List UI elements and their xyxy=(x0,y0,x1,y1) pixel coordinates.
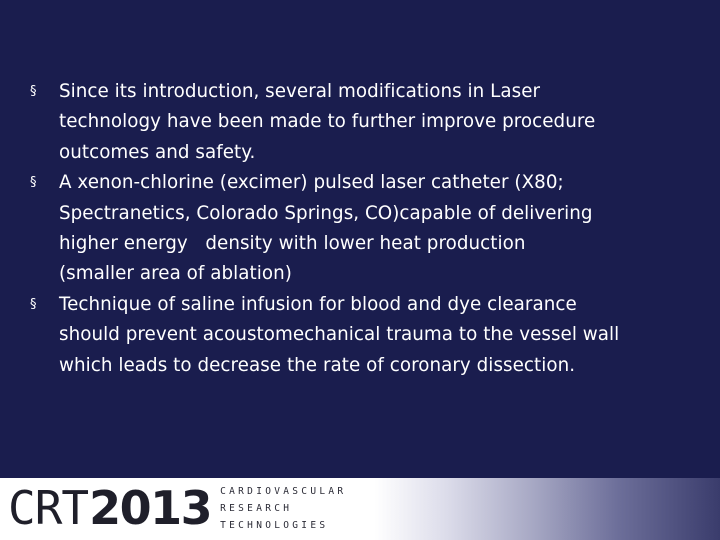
bullet-line: which leads to decrease the rate of coronary dissection. xyxy=(59,354,576,376)
bullet-line: technology have been made to further improve procedure xyxy=(59,111,596,133)
logo-tagline-line: CARDIOVASCULAR xyxy=(220,485,347,497)
bullet-marker-icon: § xyxy=(30,84,37,99)
bullet-line: (smaller area of ablation) xyxy=(59,263,292,285)
bullet-line: should prevent acoustomechanical trauma to the vessel wall xyxy=(59,324,620,346)
bullet-line: Spectranetics, Colorado Springs, CO)capable of delivering xyxy=(59,202,593,224)
logo-year-text: 2013 xyxy=(89,481,212,535)
logo-tagline-line: TECHNOLOGIES xyxy=(220,519,329,531)
logo-tagline-line: RESEARCH xyxy=(220,502,293,514)
bullet-line: A xenon-chlorine (excimer) pulsed laser catheter (X80; xyxy=(59,172,564,194)
logo-crt-text: CRT xyxy=(8,481,89,535)
bullet-item xyxy=(30,77,680,168)
bullet-marker-icon: § xyxy=(30,296,37,312)
logo-tagline xyxy=(220,482,346,534)
bullet-item xyxy=(30,168,680,290)
bullet-line: outcomes and safety. xyxy=(59,141,256,163)
bullet-list xyxy=(30,77,680,381)
bullet-line: higher energy density with lower heat production xyxy=(59,233,526,255)
bullet-line: Technique of saline infusion for blood and dye clearance xyxy=(59,293,577,315)
bullet-marker-icon: § xyxy=(30,175,37,191)
bullet-item xyxy=(30,290,680,381)
bullet-line: Since its introduction, several modifications in Laser xyxy=(59,81,541,102)
crt-logo xyxy=(8,482,346,534)
